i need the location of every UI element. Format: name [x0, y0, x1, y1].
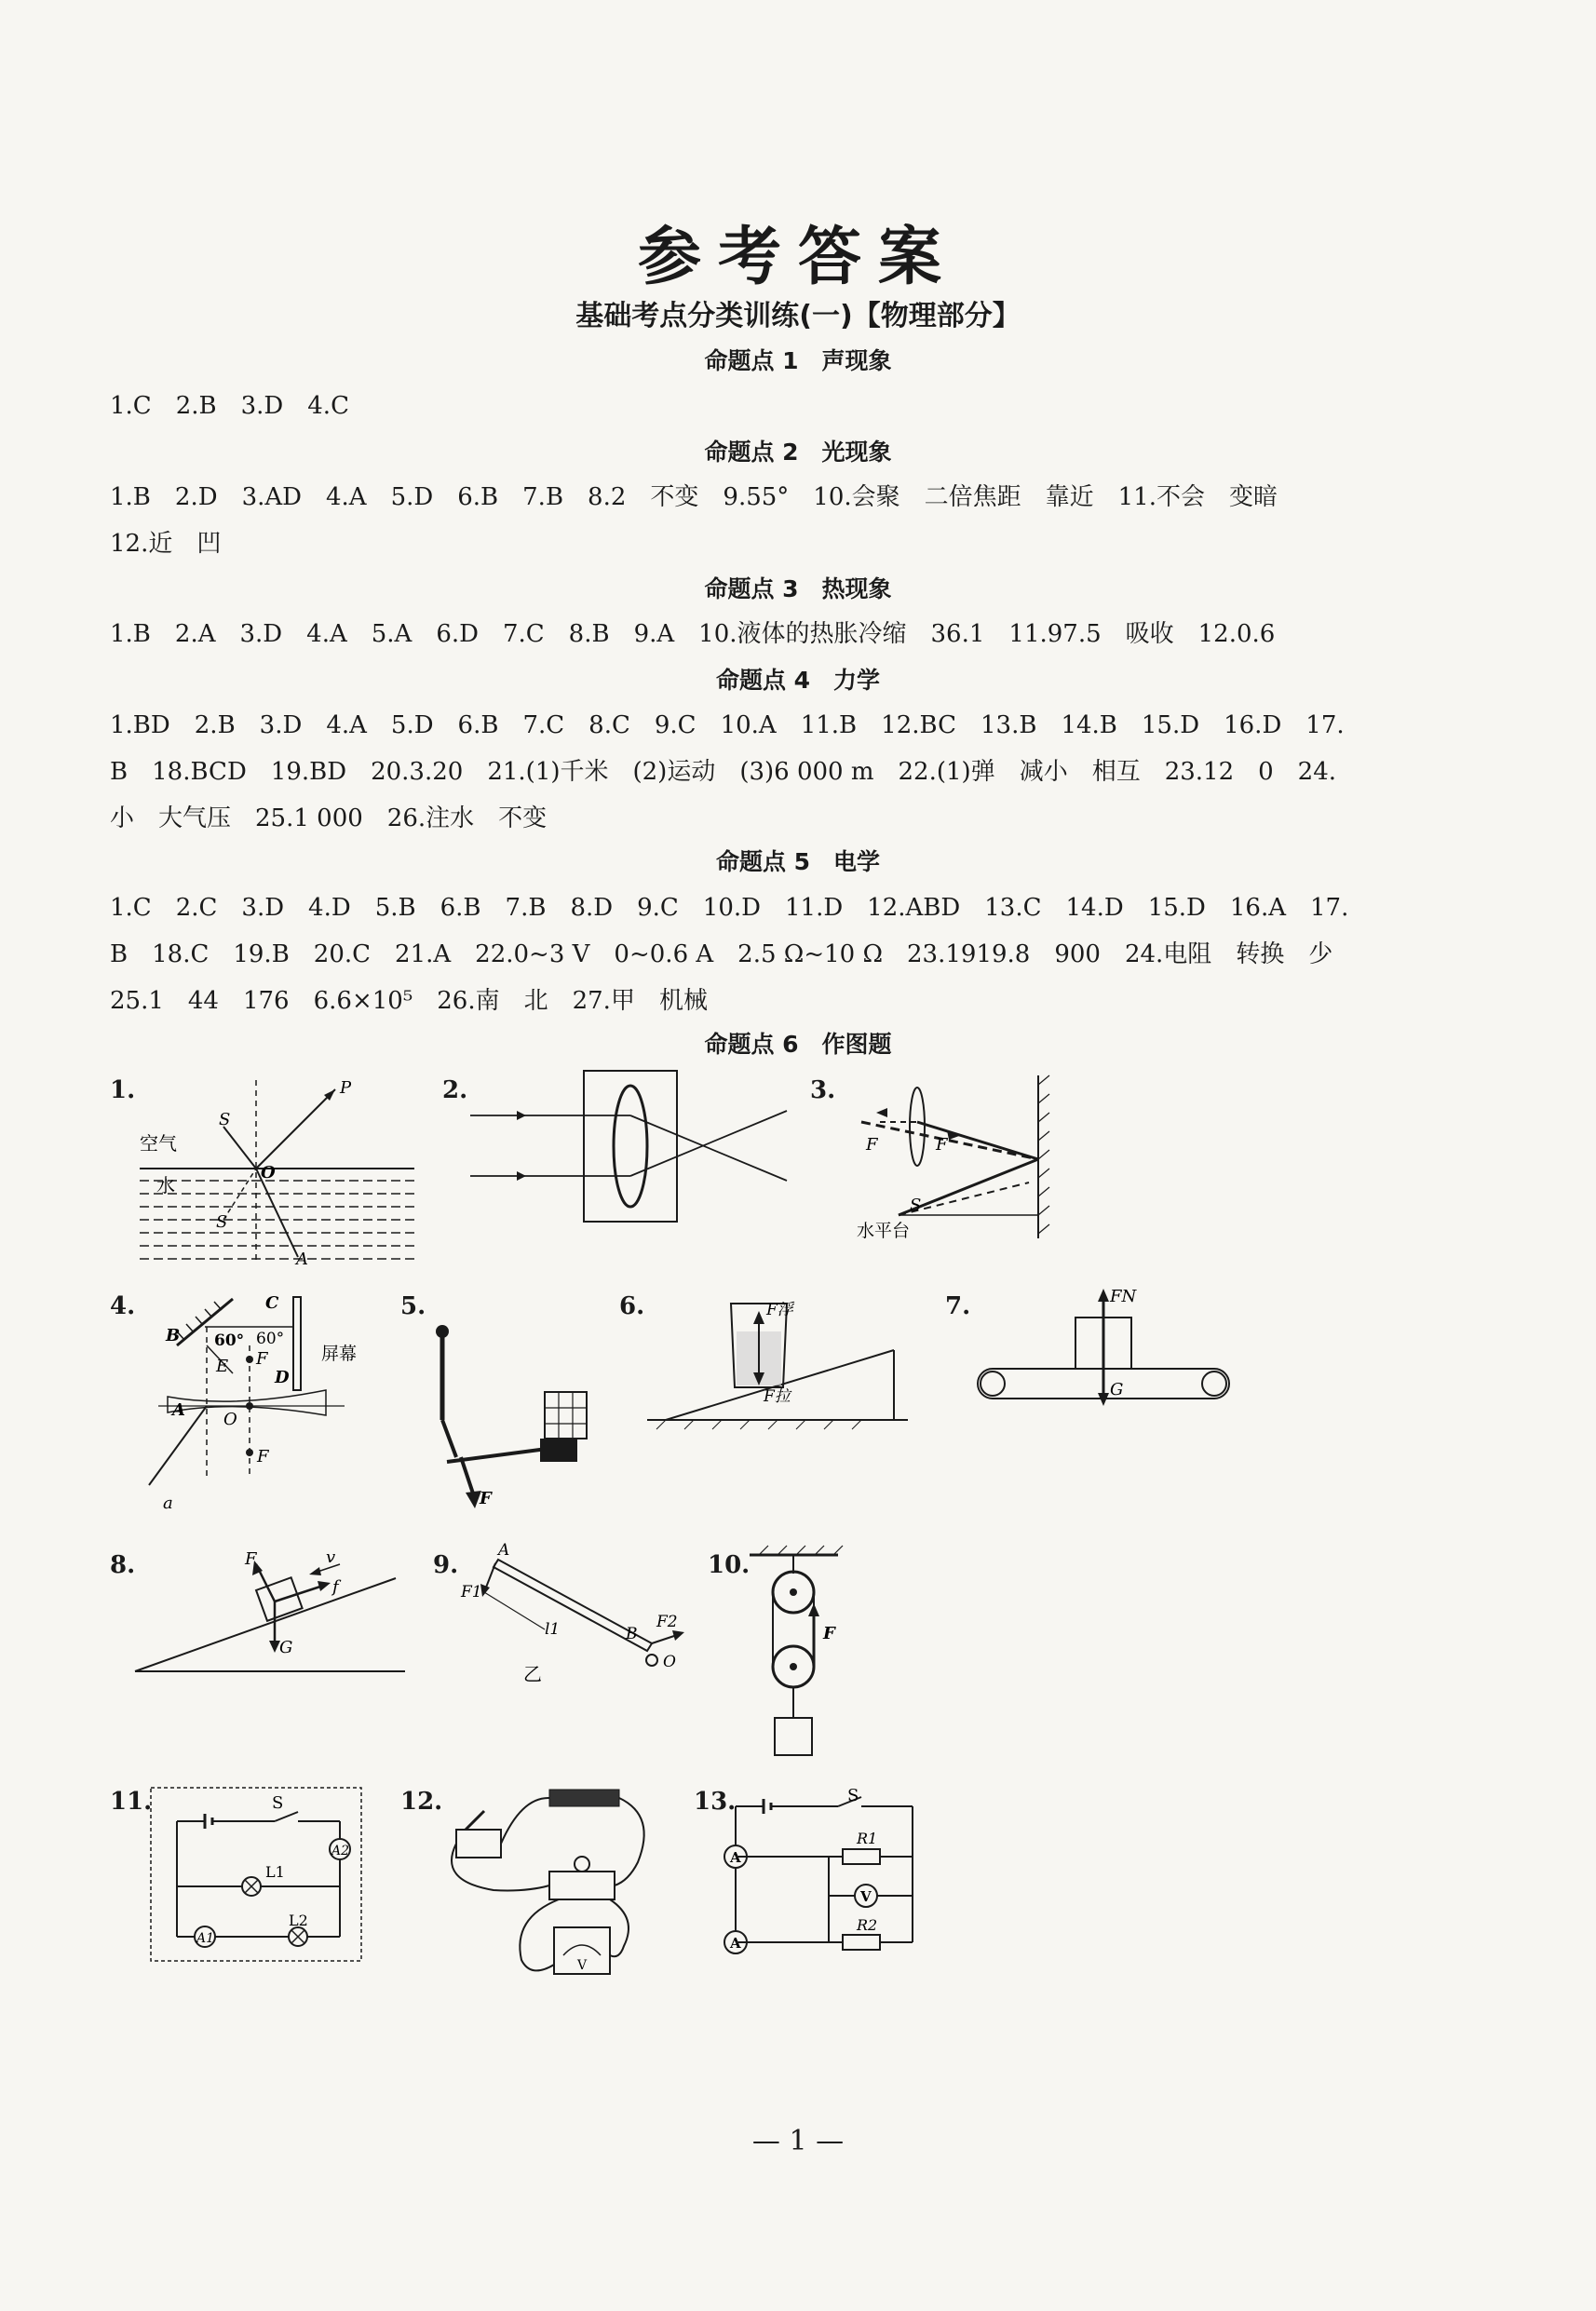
answer-line: B 18.C 19.B 20.C 21.A 22.0~3 V 0~0.6 A 2.5 Ω~10 Ω 23.1919.8 900 24.电阻 转换 少 — [110, 940, 1333, 968]
label-angle-1: 60° — [256, 1330, 285, 1348]
page-subtitle: 基础考点分类训练(一)【物理部分】 — [575, 300, 1021, 332]
label-v: v — [326, 1547, 336, 1567]
section-heading-3: 命题点 3 热现象 — [704, 575, 892, 602]
label-D: D — [275, 1368, 290, 1387]
figure-number: 12. — [400, 1788, 443, 1816]
label-B: B — [166, 1326, 181, 1345]
label-yi: 乙 — [523, 1663, 542, 1685]
label-O: O — [223, 1410, 237, 1429]
label-F: F — [245, 1549, 257, 1569]
label-V: V — [860, 1888, 872, 1905]
label-F-tension: F拉 — [764, 1387, 791, 1406]
label-S: S — [847, 1786, 859, 1805]
section-heading-4: 命题点 4 力学 — [715, 667, 881, 694]
label-air: 空气 — [140, 1132, 177, 1155]
figure-2-lens-box — [470, 1069, 836, 1227]
label-A: A — [498, 1541, 510, 1560]
label-S: S — [910, 1196, 922, 1215]
answer-line: 1.BD 2.B 3.D 4.A 5.D 6.B 7.C 8.C 9.C 10.A 11.B 12.BC 13.B 14.B 15.D 16.D 17. — [110, 711, 1345, 739]
figure-5-diver — [424, 1318, 601, 1518]
label-L2: L2 — [289, 1912, 308, 1929]
figure-4-lens-screen — [140, 1290, 391, 1522]
figure-number: 11. — [110, 1788, 153, 1816]
label-O: O — [663, 1653, 676, 1671]
page-title: 参考答案 — [637, 220, 958, 294]
figure-8-incline — [135, 1536, 405, 1676]
label-G: G — [1110, 1380, 1124, 1399]
label-F-lower: F — [257, 1447, 269, 1466]
figure-number: 3. — [810, 1076, 836, 1104]
label-A: A — [296, 1250, 308, 1269]
label-table: 水平台 — [857, 1221, 911, 1241]
label-l1: l1 — [545, 1620, 561, 1639]
label-P: P — [340, 1078, 352, 1098]
label-F-left: F — [866, 1135, 878, 1155]
figure-7-conveyor — [968, 1285, 1238, 1415]
label-G: G — [279, 1638, 293, 1657]
label-water: 水 — [156, 1174, 175, 1196]
label-C: C — [265, 1293, 279, 1313]
answer-line: 12.近 凹 — [110, 530, 222, 558]
label-A: A — [730, 1849, 741, 1866]
label-B: B — [626, 1625, 638, 1643]
figure-number: 10. — [708, 1551, 751, 1579]
label-f: f — [332, 1577, 339, 1597]
label-F: F — [823, 1624, 835, 1643]
label-S: S — [272, 1793, 284, 1813]
label-a: a — [163, 1493, 173, 1513]
figure-number: 5. — [400, 1292, 426, 1320]
figure-number: 6. — [619, 1292, 645, 1320]
answer-line: 1.C 2.C 3.D 4.D 5.B 6.B 7.B 8.D 9.C 10.D 11.D 12.ABD 13.C 14.D 15.D 16.A 17. — [110, 894, 1349, 922]
label-F-right: F — [936, 1135, 948, 1155]
figure-number: 1. — [110, 1076, 136, 1104]
answer-line: 1.B 2.A 3.D 4.A 5.A 6.D 7.C 8.B 9.A 10.液体的热胀冷缩 36.1 11.97.5 吸收 12.0.6 — [110, 620, 1276, 648]
svg-text:V: V — [577, 1958, 588, 1973]
label-FN: FN — [1110, 1287, 1137, 1306]
label-A2: A2 — [331, 1844, 350, 1858]
answer-line: 小 大气压 25.1 000 26.注水 不变 — [110, 804, 548, 832]
label-L1: L1 — [265, 1863, 285, 1881]
label-F: F — [480, 1489, 492, 1508]
figure-11-circuit — [149, 1786, 363, 1963]
label-F-buoyancy: F浮 — [766, 1301, 793, 1319]
label-R2: R2 — [857, 1916, 878, 1934]
label-F: F — [256, 1349, 268, 1369]
figure-number: 9. — [433, 1551, 459, 1579]
figure-9-lever — [456, 1541, 689, 1690]
figure-number: 7. — [945, 1292, 971, 1320]
figure-1-refraction — [140, 1071, 419, 1269]
label-A: A — [172, 1400, 185, 1420]
section-heading-5: 命题点 5 电学 — [715, 848, 881, 875]
label-R1: R1 — [857, 1830, 878, 1847]
figure-3-lens-mirror — [843, 1071, 1057, 1243]
figure-12-physical-circuit — [438, 1778, 661, 1993]
figure-number: 4. — [110, 1292, 136, 1320]
label-angle-2: 60° — [214, 1331, 245, 1350]
label-F2: F2 — [656, 1613, 678, 1631]
label-S-image: S — [216, 1212, 228, 1232]
label-screen: 屏幕 — [321, 1344, 358, 1364]
label-E: E — [216, 1357, 229, 1376]
label-A-lower: A — [730, 1935, 741, 1952]
figure-number: 2. — [442, 1076, 468, 1104]
answer-line: 1.B 2.D 3.AD 4.A 5.D 6.B 7.B 8.2 不变 9.55° 10.会聚 二倍焦距 靠近 11.不会 变暗 — [110, 483, 1278, 511]
section-heading-2: 命题点 2 光现象 — [704, 439, 892, 466]
answer-line: 25.1 44 176 6.6×10⁵ 26.南 北 27.甲 机械 — [110, 987, 708, 1015]
label-F1: F1 — [461, 1583, 482, 1601]
page-number: — 1 — — [751, 2125, 845, 2157]
figure-13-circuit — [726, 1786, 931, 1963]
section-heading-1: 命题点 1 声现象 — [704, 347, 892, 374]
section-heading-6: 命题点 6 作图题 — [704, 1031, 892, 1058]
figure-number: 13. — [694, 1788, 737, 1816]
label-S: S — [219, 1110, 231, 1129]
figure-6-beaker-slope — [647, 1294, 917, 1434]
figure-number: 8. — [110, 1551, 136, 1579]
figure-10-pulley — [745, 1546, 857, 1778]
label-O: O — [261, 1163, 276, 1183]
answer-line: 1.C 2.B 3.D 4.C — [110, 392, 349, 420]
answer-line: B 18.BCD 19.BD 20.3.20 21.(1)千米 (2)运动 (3)6 000 m 22.(1)弹 减小 相互 23.12 0 24. — [110, 758, 1337, 786]
label-A1: A1 — [196, 1931, 215, 1946]
